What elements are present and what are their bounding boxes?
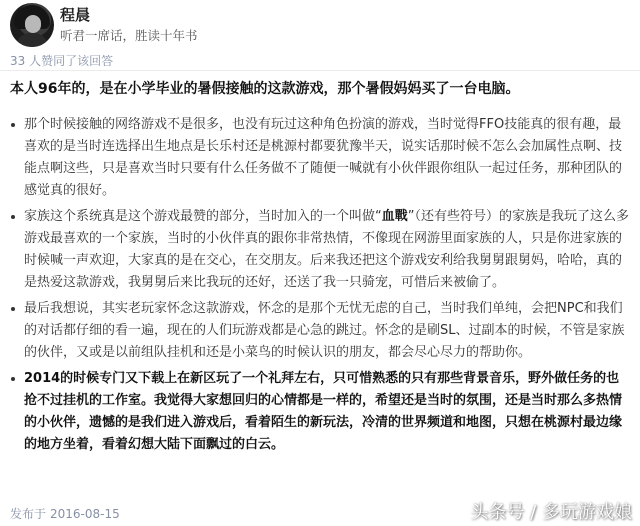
watermark: 头条号 / 多玩游戏娘 (470, 502, 632, 523)
answer-paragraph (10, 368, 630, 456)
avatar-body (16, 33, 48, 47)
published-date-value: 2016-08-15 (50, 507, 120, 521)
author-name[interactable]: 程晨 (60, 6, 91, 24)
answer-paragraph (10, 206, 630, 294)
bullet-dot (11, 215, 15, 219)
answer-header (0, 0, 640, 52)
published-date[interactable] (10, 505, 120, 522)
avatar-face (25, 15, 41, 33)
paragraph-text: ”（还有些符号）的家族是我玩了这么多游戏最喜欢的一个家族，当时的小伙伴真的跟你非常热情，不像现在网游里面家族的人，只是你进家族的时候喊一声欢迎，大家真的是在交心，在交朋友。后来我还把这个游戏安利给我舅舅跟舅妈，哈哈，真的是热爱这款游戏，我舅舅后来比我玩的还好，还送了我一只骑宠，可惜后来被偷了。 (24, 209, 630, 290)
answer-paragraph (10, 298, 630, 364)
guild-name-highlight: 血戰 (381, 209, 408, 224)
bullet-dot (11, 377, 15, 381)
paragraph-text: 2014的时候专门又下载上在新区玩了一个礼拜左右，只可惜熟悉的只有那些背景音乐，野外做任务的也抢不过挂机的工作室。我觉得大家想回归的心情都是一样的，希望还是当时的氛围，还是当时那么多热情的小伙伴，遗憾的是我们进入游戏后，看着陌生的新玩法，冷清的世界频道和地图，只想在桃源村最边缘的地方坐着，看着幻想大陆下面飘过的白云。 (24, 371, 623, 452)
avatar[interactable] (10, 3, 54, 47)
bullet-dot (11, 123, 15, 127)
divider (0, 70, 640, 71)
published-label: 发布于 (10, 507, 47, 521)
answer-intro: 本人96年的，是在小学毕业的暑假接触的这款游戏，那个暑假妈妈买了一台电脑。 (10, 81, 520, 97)
bullet-dot (11, 307, 15, 311)
answer-body (10, 114, 630, 460)
paragraph-text: 那个时候接触的网络游戏不是很多，也没有玩过这种角色扮演的游戏，当时觉得FFO技能真的很有趣，最喜欢的是当时连选择出生地点是长乐村还是桃源村都要犹豫半天，说实话那时候不怎么会加属性点啊、技能点啊这些，只是喜欢当时只要有什么任务做不了随便一喊就有小伙伴跟你组队一起过任务，那种团队的感觉真的很好。 (24, 117, 623, 198)
author-bio: 听君一席话，胜读十年书 (60, 28, 198, 43)
upvote-count[interactable]: 33 人赞同了该回答 (10, 54, 114, 68)
paragraph-text: 最后我想说，其实老玩家怀念这款游戏，怀念的是那个无忧无虑的自己，当时我们单纯，会把NPC和我们的对话都仔细的看一遍，现在的人们玩游戏都是心急的跳过。怀念的是刷SL、过副本的时候，不管是家族的伙伴，又或是以前组队挂机和还是小菜鸟的时候认识的朋友，都会尽心尽力的帮助你。 (24, 301, 625, 360)
paragraph-text: 家族这个系统真是这个游戏最赞的部分，当时加入的一个叫做“ (24, 209, 382, 224)
answer-paragraph (10, 114, 630, 202)
